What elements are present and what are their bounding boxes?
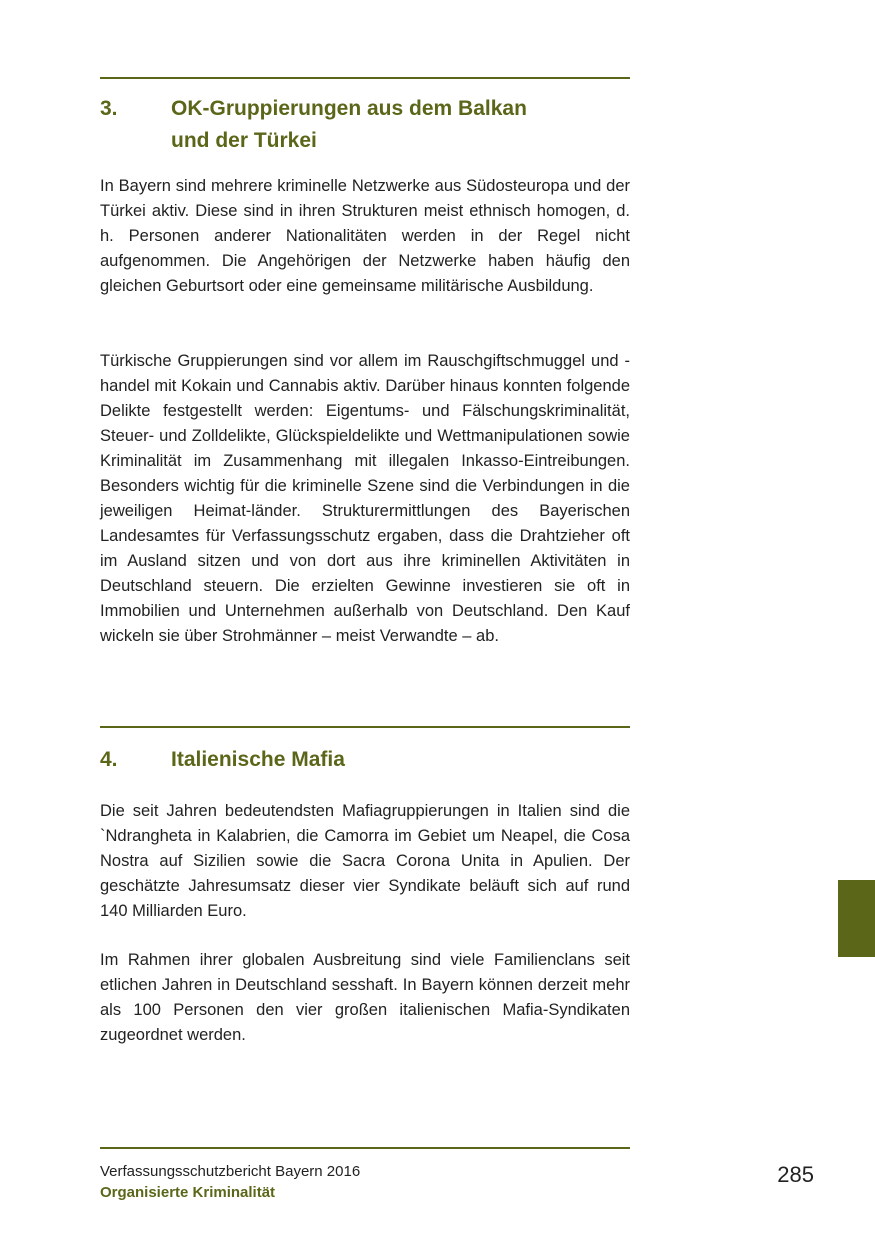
section-3-heading [100,93,630,157]
footer-rule [100,1147,630,1149]
section-4-title: Italienische Mafia [171,748,345,771]
section-4-paragraph-1: Die seit Jahren bedeutendsten Mafiagruppierungen in Italien sind die `Ndrangheta in Kalabrien, die Camorra im Gebiet um Neapel, die Cosa Nostra auf Sizilien sowie die Sacra Corona Unita in Apulien. Der geschätzte Jahresumsatz dieser vier Syndikate beläuft sich auf rund 140 Milliarden Euro. [100,802,630,920]
section-3-number: 3. [100,97,118,120]
section-3-paragraph-2: Türkische Gruppierungen sind vor allem im Rauschgiftschmuggel und -handel mit Kokain und Cannabis aktiv. Darüber hinaus konnten folgende Delikte festgestellt werden: Eigentums- und Fälschungskriminalität, Steuer- und Zolldelikte, Glückspieldelikte und Wettmanipulationen sowie Kriminalität im Zusammenhang mit illegalen Inkasso-Eintreibungen. Besonders wichtig für die kriminelle Szene sind die Verbindungen in die jeweiligen Heimat-länder. Strukturermittlungen des Bayerischen Landesamtes für Verfassungsschutz ergaben, dass die Drahtzieher oft im Ausland sitzen und von dort aus ihre kriminellen Aktivitäten in Deutschland steuern. Die erzielten Gewinne investieren sie oft in Immobilien und Unternehmen außerhalb von Deutschland. Den Kauf wickeln sie über Strohmänner – meist Verwandte – ab. [100,352,630,645]
footer-chapter: Organisierte Kriminalität [100,1184,276,1201]
section-3-paragraph-1: In Bayern sind mehrere kriminelle Netzwerke aus Südosteuropa und der Türkei aktiv. Diese sind in ihren Strukturen meist ethnisch homogen, d. h. Personen anderer Nationalitäten werden in der Regel nicht aufgenommen. Die Angehörigen der Netzwerke haben häufig den gleichen Geburtsort oder eine gemeinsame militärische Ausbildung. [100,177,630,295]
section-3-title-line-1: OK-Gruppierungen aus dem Balkan [171,97,527,120]
section-4-paragraph-2: Im Rahmen ihrer globalen Ausbreitung sind viele Familienclans seit etlichen Jahren in Deutschland sesshaft. In Bayern können derzeit mehr als 100 Personen den vier großen italienischen Mafia-Syndikaten zugeordnet werden. [100,951,630,1044]
section-3-top-rule [100,77,630,79]
section-4-number: 4. [100,748,118,771]
chapter-tab-marker [838,880,875,957]
section-4-top-rule [100,726,630,728]
section-3-title-line-2: und der Türkei [171,129,317,152]
page-number: 285 [777,1162,814,1187]
section-4-heading [100,744,630,776]
footer-publication: Verfassungsschutzbericht Bayern 2016 [100,1163,361,1180]
